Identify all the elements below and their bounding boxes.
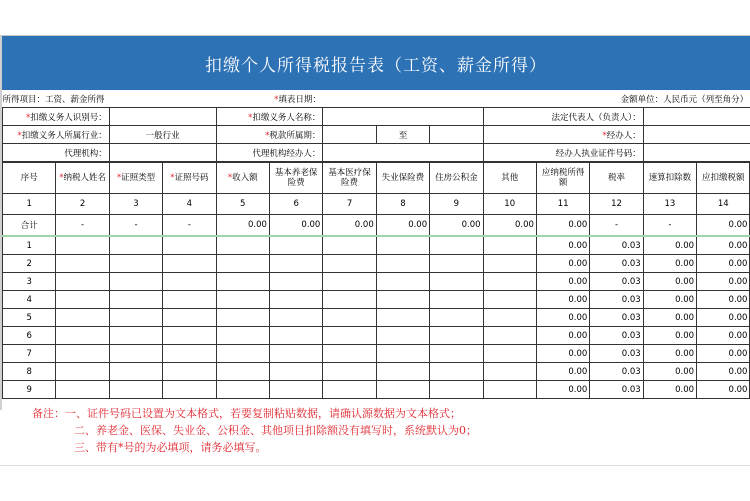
required-mark: *	[116, 173, 122, 183]
column-index-cell: 1	[3, 194, 56, 215]
data-cell[interactable]: 0.03	[590, 291, 643, 309]
column-header-2	[56, 163, 109, 194]
table-row	[3, 273, 750, 291]
column-header-13	[643, 163, 696, 194]
column-header-9	[430, 163, 483, 194]
data-cell[interactable]	[109, 236, 162, 255]
data-cell[interactable]	[163, 327, 216, 345]
data-cell[interactable]	[323, 327, 376, 345]
data-cell[interactable]: 0.00	[536, 327, 589, 345]
data-cell[interactable]: 0.00	[697, 309, 750, 327]
column-index-cell: 2	[56, 194, 109, 215]
data-cell[interactable]	[56, 327, 109, 345]
data-cell[interactable]	[483, 255, 536, 273]
table-row	[3, 327, 750, 345]
data-cell[interactable]: 0.03	[590, 363, 643, 381]
data-cell[interactable]	[430, 255, 483, 273]
data-cell[interactable]	[163, 273, 216, 291]
data-cell[interactable]: 0.00	[536, 381, 589, 399]
data-cell[interactable]: 0.00	[697, 327, 750, 345]
data-cell[interactable]	[269, 381, 322, 399]
required-mark: *	[17, 130, 22, 141]
column-index-cell: 6	[269, 194, 322, 215]
note-line-2: 二、养老金、医保、失业金、公积金、其他项目扣除额没有填写时，系统默认为0；	[74, 424, 477, 437]
column-index-cell: 11	[536, 194, 589, 215]
column-header-14	[697, 163, 750, 194]
data-cell[interactable]: 0.00	[536, 273, 589, 291]
withholder-name-input[interactable]	[323, 108, 483, 126]
data-cell[interactable]	[109, 381, 162, 399]
data-cell[interactable]: 0.00	[536, 309, 589, 327]
data-cell[interactable]	[376, 236, 429, 255]
data-cell[interactable]	[376, 363, 429, 381]
data-cell[interactable]: 0.00	[697, 291, 750, 309]
info-table	[2, 90, 750, 162]
data-cell[interactable]: 0.00	[536, 255, 589, 273]
data-cell[interactable]	[109, 273, 162, 291]
table-row	[3, 291, 750, 309]
data-cell[interactable]	[269, 236, 322, 255]
data-cell[interactable]	[163, 345, 216, 363]
data-cell[interactable]	[216, 363, 269, 381]
data-cell[interactable]: 0.00	[643, 291, 696, 309]
data-cell[interactable]: 0.00	[643, 255, 696, 273]
table-row	[3, 236, 750, 255]
data-cell[interactable]	[109, 309, 162, 327]
data-cell[interactable]	[483, 363, 536, 381]
required-mark: *	[227, 173, 233, 183]
column-header-row	[3, 163, 750, 194]
column-index-cell: 5	[216, 194, 269, 215]
data-cell[interactable]: 0.00	[643, 327, 696, 345]
column-index-cell: 7	[323, 194, 376, 215]
row-number-cell: 6	[3, 327, 56, 345]
row-number-cell: 3	[3, 273, 56, 291]
data-cell[interactable]: 0.00	[697, 363, 750, 381]
data-cell[interactable]	[216, 291, 269, 309]
data-cell[interactable]	[483, 236, 536, 255]
required-mark: *	[59, 173, 64, 183]
column-header-label: 住房公积金	[435, 173, 478, 183]
data-cell[interactable]	[483, 327, 536, 345]
data-cell[interactable]	[430, 291, 483, 309]
data-cell[interactable]	[376, 345, 429, 363]
total-cell: 0.00	[376, 215, 429, 237]
column-index-cell: 10	[483, 194, 536, 215]
total-cell: 0.00	[216, 215, 269, 237]
data-cell[interactable]: 0.00	[697, 273, 750, 291]
column-index-cell: 14	[697, 194, 750, 215]
data-cell[interactable]	[56, 345, 109, 363]
data-cell[interactable]	[376, 291, 429, 309]
notes-block	[32, 405, 477, 456]
column-header-label: 纳税人姓名	[63, 173, 106, 183]
data-cell[interactable]	[163, 363, 216, 381]
column-header-label: 失业保险费	[381, 173, 425, 183]
required-mark: *	[170, 173, 175, 183]
income-item-label: 所得项目：工资、薪金所得	[2, 94, 105, 105]
table-row	[3, 345, 750, 363]
row-number-cell: 8	[3, 363, 56, 381]
column-index-cell: 12	[590, 194, 643, 215]
fill-date-input[interactable]	[323, 90, 430, 108]
data-cell[interactable]	[269, 255, 322, 273]
column-index-cell: 4	[163, 194, 216, 215]
data-cell[interactable]: 0.00	[643, 309, 696, 327]
row-number-cell: 2	[3, 255, 56, 273]
data-cell[interactable]	[163, 255, 216, 273]
row-number-cell: 4	[3, 291, 56, 309]
data-cell[interactable]: 0.03	[590, 309, 643, 327]
data-cell[interactable]: 0.03	[590, 273, 643, 291]
data-cell[interactable]	[163, 309, 216, 327]
row-number-cell: 5	[3, 309, 56, 327]
fill-date-label	[269, 90, 322, 108]
data-cell[interactable]	[216, 255, 269, 273]
data-cell[interactable]	[163, 236, 216, 255]
data-cell[interactable]	[269, 291, 322, 309]
data-cell[interactable]: 0.00	[643, 381, 696, 399]
data-cell[interactable]: 0.00	[536, 363, 589, 381]
tax-period-label	[216, 126, 323, 144]
industry-label	[3, 126, 110, 144]
agency-handler-label: 代理机构经办人：	[216, 144, 323, 162]
required-mark: *	[274, 94, 279, 105]
note-line-3: 三、带有*号的为必填项，请务必填写。	[74, 441, 267, 454]
data-cell[interactable]: 0.00	[643, 345, 696, 363]
note-line-1: 备注：一、证件号码已设置为文本格式，若要复制粘贴数据，请确认源数据为文本格式；	[32, 407, 461, 420]
table-row	[3, 309, 750, 327]
data-cell[interactable]	[56, 236, 109, 255]
data-cell[interactable]	[323, 363, 376, 381]
column-index-cell: 13	[643, 194, 696, 215]
column-header-6	[269, 163, 322, 194]
sheet-bottom-gridline	[0, 465, 750, 466]
total-cell: -	[56, 215, 109, 237]
data-cell[interactable]	[323, 309, 376, 327]
data-cell[interactable]: 0.00	[697, 381, 750, 399]
column-index-cell: 9	[430, 194, 483, 215]
agency-handler-input[interactable]	[323, 144, 483, 162]
data-cell[interactable]: 0.00	[643, 273, 696, 291]
tax-period-to-label: 至	[376, 126, 429, 144]
data-cell[interactable]	[216, 273, 269, 291]
data-cell[interactable]	[163, 381, 216, 399]
data-cell[interactable]	[376, 309, 429, 327]
column-header-label: 基本医疗保险费	[328, 168, 371, 188]
agency-label: 代理机构：	[3, 144, 110, 162]
column-header-1	[3, 163, 56, 194]
total-cell: 0.00	[430, 215, 483, 237]
data-cell[interactable]	[109, 255, 162, 273]
data-cell[interactable]	[269, 273, 322, 291]
report-title: 扣缴个人所得税报告表（工资、薪金所得）	[2, 36, 750, 90]
data-cell[interactable]: 0.00	[536, 236, 589, 255]
data-cell[interactable]	[430, 381, 483, 399]
column-header-10	[483, 163, 536, 194]
column-header-7	[323, 163, 376, 194]
total-cell: 0.00	[536, 215, 589, 237]
data-cell[interactable]	[430, 345, 483, 363]
column-header-label: 收入额	[232, 173, 258, 183]
column-header-11	[536, 163, 589, 194]
data-cell[interactable]: 0.00	[697, 255, 750, 273]
tax-period-start-input[interactable]	[323, 126, 376, 144]
data-cell[interactable]: 0.00	[643, 363, 696, 381]
column-index-cell: 3	[109, 194, 162, 215]
column-header-4	[163, 163, 216, 194]
row-number-cell: 9	[3, 381, 56, 399]
column-header-label: 税率	[607, 173, 625, 183]
data-cell[interactable]	[323, 255, 376, 273]
column-header-5	[216, 163, 269, 194]
legal-rep-label: 法定代表人（负责人）：	[483, 108, 643, 126]
data-cell[interactable]	[216, 381, 269, 399]
data-cell[interactable]: 0.03	[590, 236, 643, 255]
handler-cert-input[interactable]	[643, 144, 750, 162]
total-cell: -	[163, 215, 216, 237]
total-cell: 0.00	[269, 215, 322, 237]
data-cell[interactable]	[56, 309, 109, 327]
data-cell[interactable]: 0.00	[697, 345, 750, 363]
withholder-name-label	[216, 108, 323, 126]
column-header-label: 序号	[20, 173, 38, 183]
data-cell[interactable]: 0.00	[697, 236, 750, 255]
data-cell[interactable]	[430, 309, 483, 327]
table-body	[3, 236, 750, 399]
column-header-3	[109, 163, 162, 194]
data-cell[interactable]	[323, 381, 376, 399]
column-header-12	[590, 163, 643, 194]
total-cell: -	[590, 215, 643, 237]
column-header-label: 基本养老保险费	[274, 168, 318, 188]
column-index-cell: 8	[376, 194, 429, 215]
data-cell[interactable]: 0.00	[643, 236, 696, 255]
handler-text: 经办人：	[606, 130, 641, 141]
data-cell[interactable]	[483, 345, 536, 363]
table-row	[3, 381, 750, 399]
total-row	[3, 215, 750, 237]
withholder-id-label	[3, 108, 110, 126]
data-cell[interactable]: 0.00	[536, 291, 589, 309]
data-cell[interactable]	[376, 273, 429, 291]
data-cell[interactable]	[430, 273, 483, 291]
tax-period-text: 税款所属期：	[269, 130, 321, 141]
total-cell: -	[643, 215, 696, 237]
data-cell[interactable]	[430, 236, 483, 255]
data-cell[interactable]	[323, 273, 376, 291]
column-header-label: 证照号码	[174, 173, 209, 183]
data-cell[interactable]	[109, 291, 162, 309]
data-cell[interactable]: 0.03	[590, 381, 643, 399]
data-cell[interactable]	[56, 255, 109, 273]
total-cell: 0.00	[483, 215, 536, 237]
data-cell[interactable]	[56, 363, 109, 381]
data-cell[interactable]: 0.03	[590, 255, 643, 273]
data-cell[interactable]	[56, 381, 109, 399]
required-mark: *	[248, 112, 253, 123]
data-cell[interactable]	[323, 236, 376, 255]
column-header-label: 其他	[501, 173, 519, 183]
data-cell[interactable]	[56, 273, 109, 291]
data-cell[interactable]	[430, 327, 483, 345]
column-index-row	[3, 194, 750, 215]
data-cell[interactable]	[269, 309, 322, 327]
required-mark: *	[602, 130, 607, 141]
tax-report-sheet	[2, 36, 750, 399]
data-cell[interactable]	[109, 327, 162, 345]
withholder-id-input[interactable]	[109, 108, 216, 126]
withholding-table	[2, 162, 750, 399]
required-mark: *	[26, 112, 31, 123]
fill-date-text: 填表日期：	[278, 94, 321, 105]
table-row	[3, 255, 750, 273]
handler-input[interactable]	[643, 126, 750, 144]
total-label: 合计	[3, 215, 56, 237]
row-number-cell: 7	[3, 345, 56, 363]
total-cell: -	[109, 215, 162, 237]
data-cell[interactable]	[430, 363, 483, 381]
data-cell[interactable]	[269, 363, 322, 381]
industry-text: 扣缴义务人所属行业：	[21, 130, 107, 141]
handler-cert-label: 经办人执业证件号码：	[483, 144, 643, 162]
data-cell[interactable]	[109, 363, 162, 381]
data-cell[interactable]	[376, 255, 429, 273]
data-cell[interactable]	[109, 345, 162, 363]
column-header-label: 应纳税所得额	[541, 168, 585, 188]
handler-label	[483, 126, 643, 144]
data-cell[interactable]	[269, 327, 322, 345]
column-header-label: 证照类型	[121, 173, 156, 183]
data-cell[interactable]	[376, 381, 429, 399]
data-cell[interactable]: 0.03	[590, 327, 643, 345]
data-cell[interactable]	[56, 291, 109, 309]
withholder-id-text: 扣缴义务人识别号：	[30, 112, 107, 123]
data-cell[interactable]	[216, 345, 269, 363]
legal-rep-input[interactable]	[643, 108, 750, 126]
tax-period-end-input[interactable]	[430, 126, 483, 144]
data-cell[interactable]	[323, 291, 376, 309]
data-cell[interactable]	[483, 291, 536, 309]
amount-unit-label: 金额单位：人民币元（列至角分）	[620, 94, 749, 105]
table-row	[3, 363, 750, 381]
column-header-label: 速算扣除数	[648, 173, 692, 183]
total-cell: 0.00	[323, 215, 376, 237]
data-cell[interactable]: 0.00	[536, 345, 589, 363]
withholder-name-text: 扣缴义务人名称：	[252, 112, 321, 123]
column-header-8	[376, 163, 429, 194]
column-header-label: 应扣缴税额	[702, 173, 745, 183]
required-mark: *	[265, 130, 270, 141]
data-cell[interactable]	[216, 309, 269, 327]
data-cell[interactable]: 0.03	[590, 345, 643, 363]
data-cell[interactable]	[163, 291, 216, 309]
total-cell: 0.00	[697, 215, 750, 237]
data-cell[interactable]	[483, 273, 536, 291]
data-cell[interactable]	[323, 345, 376, 363]
row-number-cell: 1	[3, 236, 56, 255]
data-cell[interactable]	[216, 327, 269, 345]
industry-input[interactable]: 一般行业	[109, 126, 216, 144]
data-cell[interactable]	[483, 309, 536, 327]
data-cell[interactable]	[376, 327, 429, 345]
data-cell[interactable]	[269, 345, 322, 363]
agency-input[interactable]	[109, 144, 216, 162]
data-cell[interactable]	[216, 236, 269, 255]
data-cell[interactable]	[483, 381, 536, 399]
